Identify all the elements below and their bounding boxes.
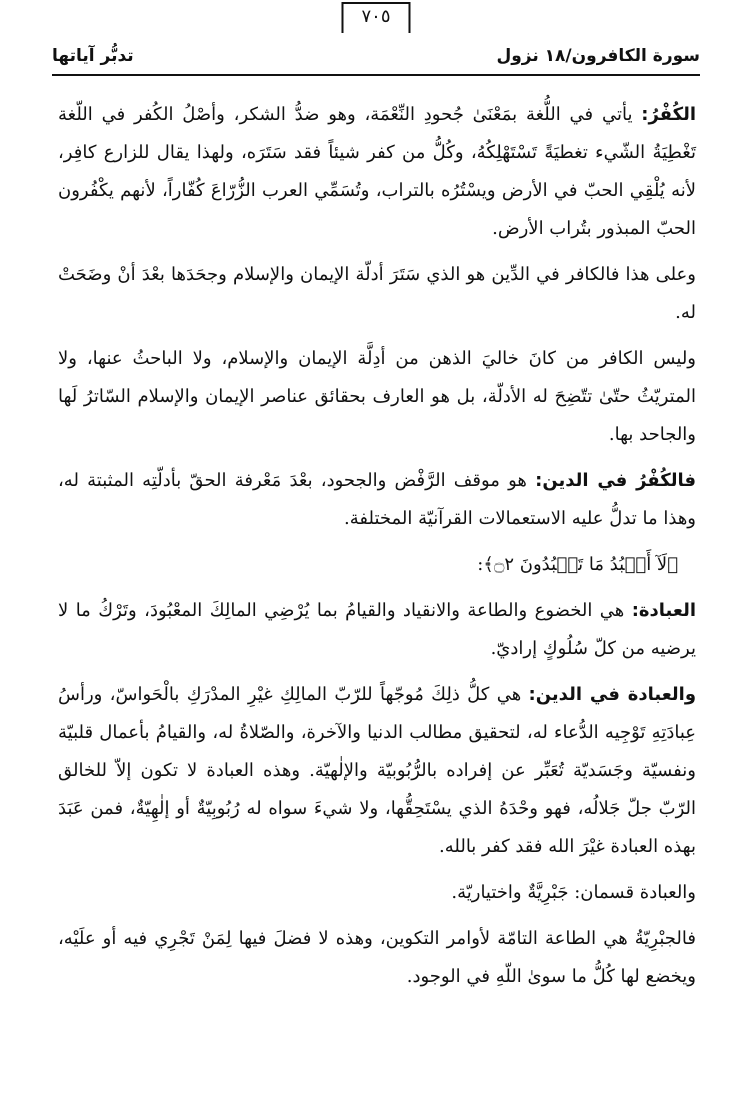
page-header [52, 38, 700, 76]
paragraph-text: وليس الكافر من كانَ خاليَ الذهن من أدِلَّة الإيمان والإسلام، ولا الباحثُ عنها، ولا المتريّثُ حتّىٰ تتّضِحَ له الأدلّة، بل هو العارف بحقائق عناصر الإيمان والإسلام السّاترُ لَها والجاحد بها. [58, 348, 696, 445]
term-kufr-in-religion: فالكُفْرُ في الدين: [535, 470, 696, 491]
verse-text: ﴿لَآ أَعۡبُدُ مَا تَعۡبُدُونَ ۝٢﴾: [477, 554, 678, 575]
term-kufr: الكُفْرُ: [641, 104, 696, 125]
paragraph-kafir-definition [58, 256, 696, 332]
paragraph-text: هي كلُّ ذلِكَ مُوجّهاً للرّبّ المالِكِ غيْرِ المدْرَكِ بالْحَواسّ، ورأسُ عِبادَتِهِ تَوْجِيه الدُّعاء له، لتحقيق مطالب الدنيا والآخرة، والصّلاةُ له، والقيامُ بأعمال قلبيّة ونفسيّة وجَسَديّة تُعَبِّر عن إفراده بالرُّبُوبيّة والإلٰهيّة. وهذه العبادة لا تكون إلاّ للخالق الرّبّ جلّ جَلالُه، فهو وحْدَهُ الذي يسْتَحِقُّها، ولا شيءَ سواه له رُبُوبِيّةٌ أو إلٰهِيّةٌ، فمن عَبَدَ بهذه العبادة غيْرَ الله فقد كفر بالله. [58, 684, 696, 857]
paragraph-ibada [58, 592, 696, 668]
paragraph-not-kafir [58, 340, 696, 454]
paragraph-text: وعلى هذا فالكافر في الدِّين هو الذي سَتَرَ أدلّة الإيمان والإسلام وجحَدَها بعْدَ أنْ وضَحَتْ له. [58, 264, 696, 323]
page-body [58, 96, 696, 1004]
paragraph-text: هو موقف الرَّفْض والجحود، بعْدَ مَعْرفة الحقّ بأدلّتِه المثبتة له، وهذا ما تدلُّ عليه الاستعمالات القرآنيّة المختلفة. [58, 470, 696, 529]
paragraph-kufr [58, 96, 696, 248]
page-number: ٧٠٥ [341, 2, 410, 33]
term-ibada: العبادة: [631, 600, 696, 621]
paragraph-ibada-types [58, 874, 696, 912]
paragraph-kufr-in-religion [58, 462, 696, 538]
paragraph-text: والعبادة قسمان: جَبْرِيَّةٌ واختياريّة. [451, 882, 696, 903]
paragraph-ibada-in-religion [58, 676, 696, 866]
paragraph-text: فالجبْرِيّةُ هي الطاعة التامّة لأوامر التكوين، وهذه لا فضلَ فيها لِمَنْ تَجْرِي فيه أو علَيْه، ويخضع لها كُلُّ ما سوىٰ اللّهِ في الوجود. [58, 928, 696, 987]
quran-verse [58, 546, 696, 584]
book-title: تدبُّر آياتها [52, 46, 134, 66]
term-ibada-in-religion: والعبادة في الدين: [528, 684, 697, 705]
surah-title: سورة الكافرون/١٨ نزول [496, 46, 700, 66]
paragraph-text: يأتي في اللُّغة بمَعْنَىٰ جُحودِ النِّعْمَة، وهو ضدُّ الشكر، وأصْلُ الكُفر في اللّغة تَغْطِيَةُ الشّيء تغطيَةً تَسْتَهْلِكُهُ، وكُلُّ من كفر شيئاً فقد سَتَرَه، ولهذا يقال للزارع كافِر، لأنه يُلْقِي الحبّ في الأرض ويسْتُرُه بالتراب، وتُسَمِّي العرب الزُّرّاعَ كُفّاراً، لأنهم يكْفُرون الحبّ المبذور بتُراب الأرض. [58, 104, 696, 239]
paragraph-jabriyya [58, 920, 696, 996]
paragraph-text: هي الخضوع والطاعة والانقياد والقيامُ بما يُرْضِي المالِكَ المعْبُودَ، وتَرْكُ ما لا يرضيه من كلّ سُلُوكٍ إراديّ. [58, 600, 696, 659]
